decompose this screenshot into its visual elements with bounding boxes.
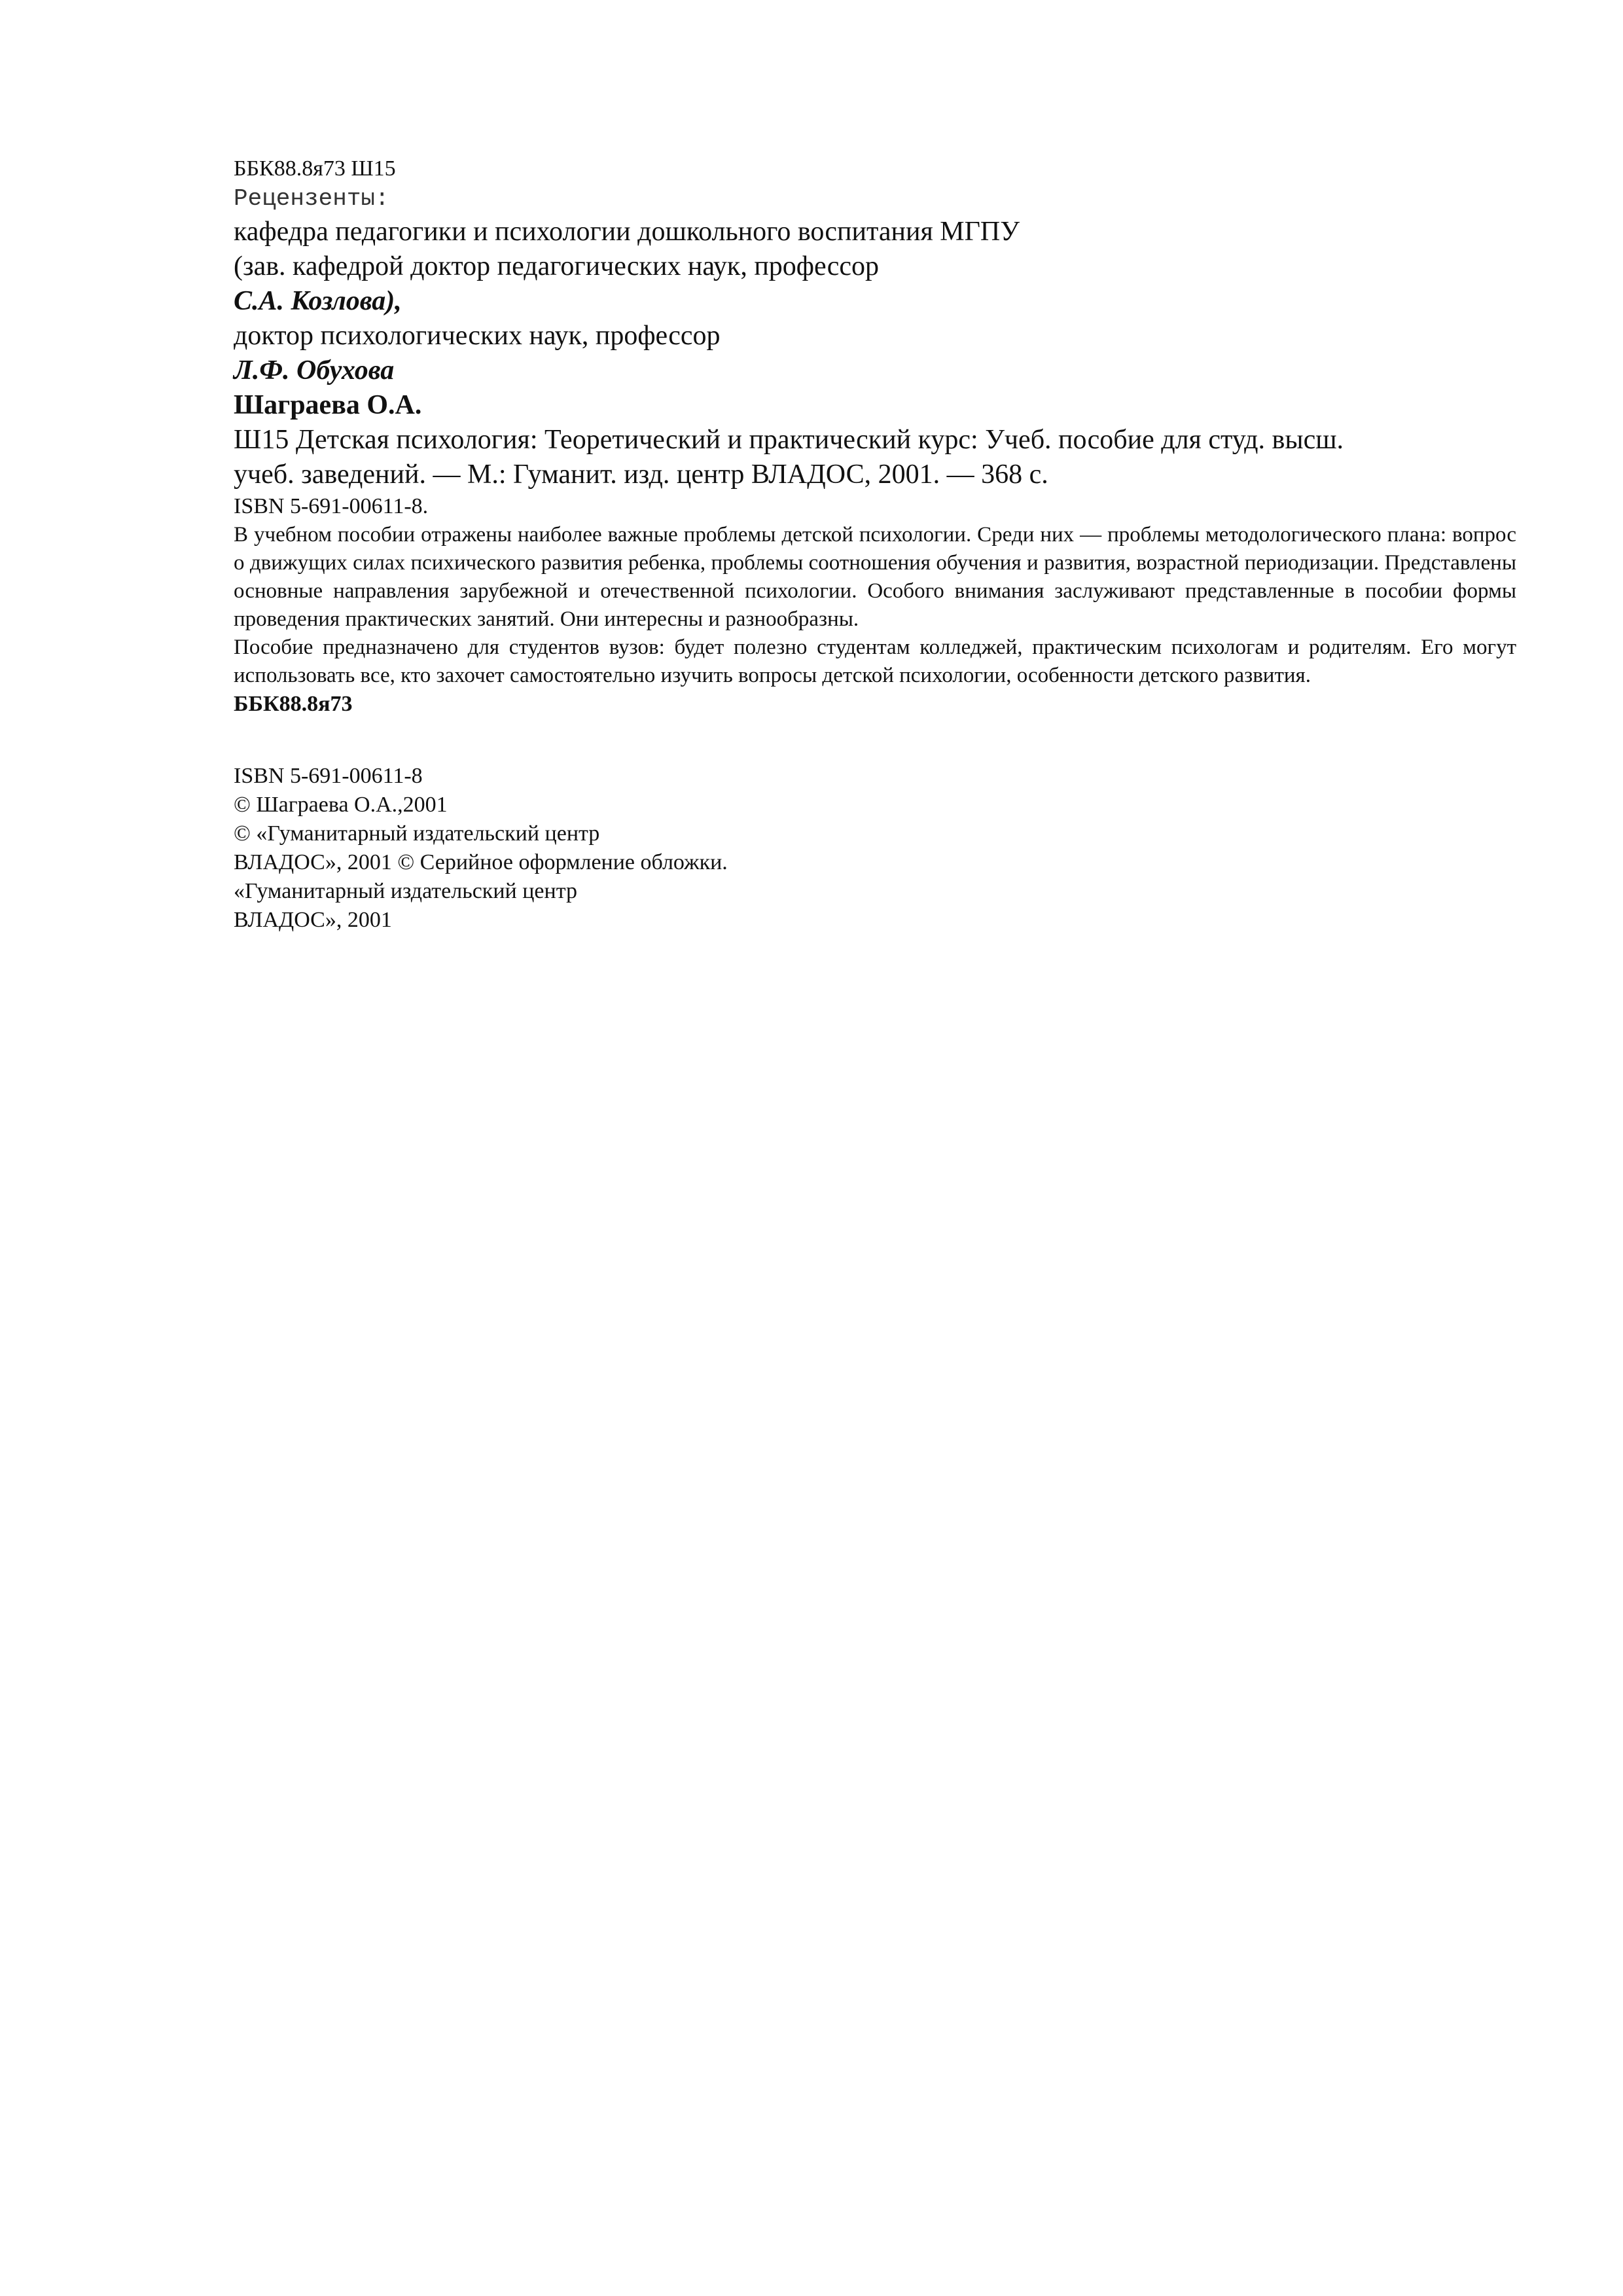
citation-line1: Ш15 Детская психология: Теоретический и практический курс: Учеб. пособие для студ. высш. (234, 425, 1344, 455)
copyright-publisher-line1: © «Гуманитарный издательский центр (234, 821, 600, 846)
reviewer1-name: С.А. Козлова), (234, 286, 402, 316)
reviewer-department-line1: кафедра педагогики и психологии дошкольного воспитания МГПУ (234, 217, 1020, 247)
imprint-isbn: ISBN 5-691-00611-8 (234, 764, 423, 788)
annotation-paragraph1: В учебном пособии отражены наиболее важные проблемы детской психологии. Среди них — проблемы методологического плана: вопрос о движущих силах психического развития ребенка, проблемы соотношения обучения и развития, возрастной периодизации. Представлены основные направления зарубежной и отечественной психологии. Особого внимания заслуживают представленные в пособии формы проведения практических занятий. Они интересны и разнообразны. (234, 523, 1516, 631)
book-author: Шаграева О.А. (234, 390, 422, 420)
bbk-code-bold: ББК88.8я73 (234, 692, 353, 716)
copyright-publisher-line2: ВЛАДОС», 2001 © Серийное оформление обложки. (234, 850, 728, 874)
title-verso-page (234, 154, 1516, 935)
copyright-publisher-line4: ВЛАДОС», 2001 (234, 908, 392, 932)
copyright-author: © Шаграева О.А.,2001 (234, 793, 448, 817)
bbk-code-header: ББК88.8я73 Ш15 (234, 156, 396, 181)
annotation-paragraph2: Пособие предназначено для студентов вузов: будет полезно студентам колледжей, практическим психологам и родителям. Его могут использовать все, кто захочет самостоятельно изучить вопросы детской психологии, особенности детского развития. (234, 636, 1516, 687)
isbn-line: ISBN 5-691-00611-8. (234, 494, 429, 518)
copyright-publisher-line3: «Гуманитарный издательский центр (234, 879, 577, 903)
spacer (234, 719, 1516, 762)
reviewer-department-line2: (зав. кафедрой доктор педагогических наук, профессор (234, 251, 879, 281)
citation-line2: учеб. заведений. — М.: Гуманит. изд. центр ВЛАДОС, 2001. — 368 с. (234, 459, 1048, 490)
reviewer2-title: доктор психологических наук, профессор (234, 321, 721, 351)
reviewer2-name: Л.Ф. Обухова (234, 355, 395, 386)
reviewers-label: Рецензенты: (234, 185, 389, 212)
